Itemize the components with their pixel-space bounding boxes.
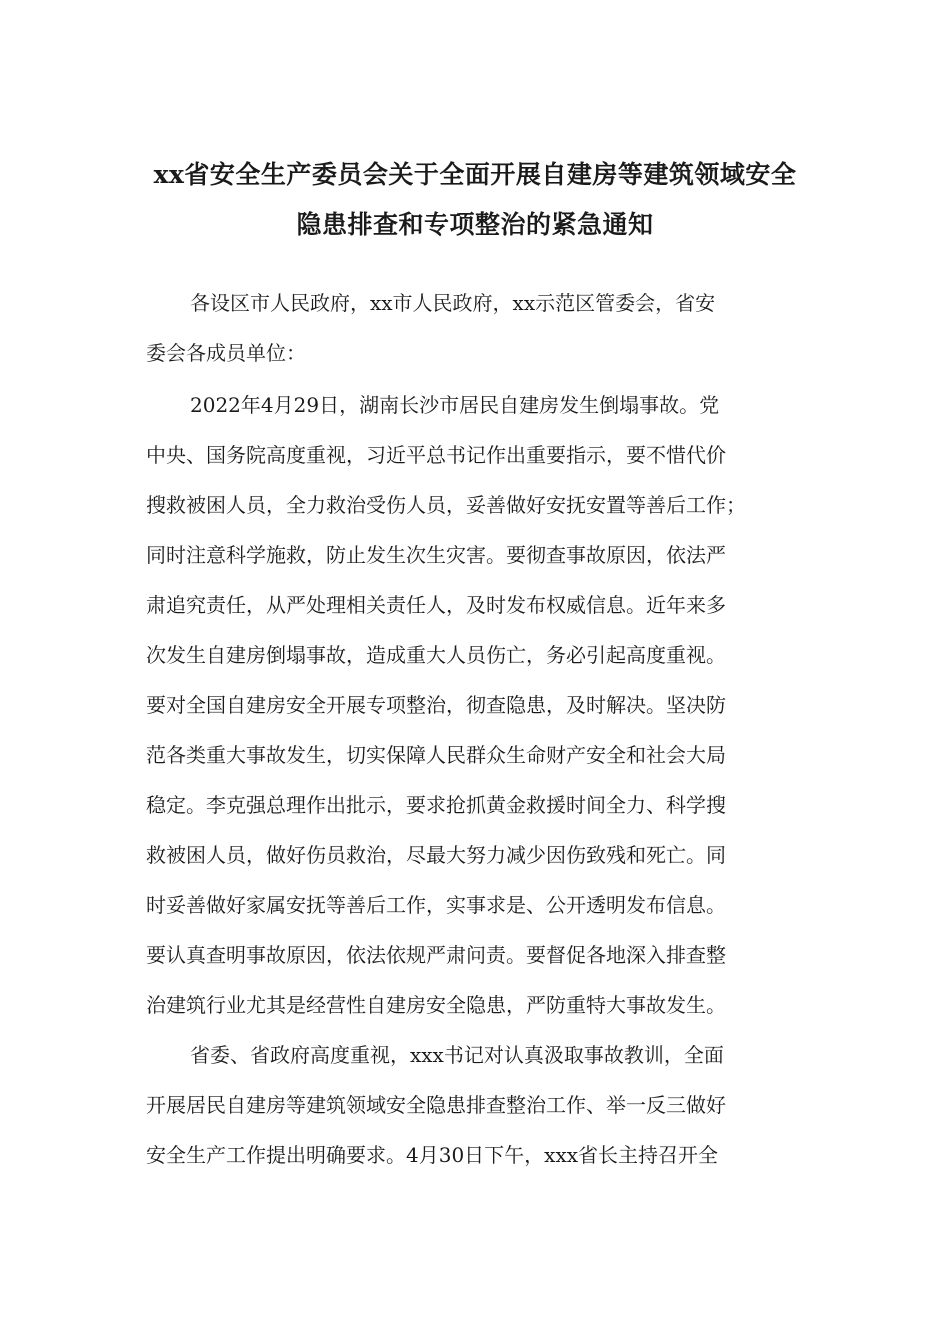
body-line: 稳定。李克强总理作出批示，要求抢抓黄金救援时间全力、科学搜 <box>146 793 726 817</box>
body-line: 省委、省政府高度重视，xxx书记对认真汲取事故教训，全面 <box>190 1043 724 1067</box>
body-line: 要对全国自建房安全开展专项整治，彻查隐患，及时解决。坚决防 <box>146 693 726 717</box>
document-title-line-2: 隐患排查和专项整治的紧急通知 <box>296 210 654 239</box>
body-line: 要认真查明事故原因，依法依规严肃问责。要督促各地深入排查整 <box>146 943 726 967</box>
body-line: 治建筑行业尤其是经营性自建房安全隐患，严防重特大事故发生。 <box>146 993 726 1017</box>
body-line: 救被困人员，做好伤员救治，尽最大努力减少因伤致残和死亡。同 <box>146 843 726 867</box>
body-line: 中央、国务院高度重视，习近平总书记作出重要指示，要不惜代价 <box>146 443 726 467</box>
document-title-line-1: xx省安全生产委员会关于全面开展自建房等建筑领域安全 <box>153 160 797 189</box>
body-line: 开展居民自建房等建筑领域安全隐患排查整治工作、举一反三做好 <box>146 1093 726 1117</box>
body-line: 范各类重大事故发生，切实保障人民群众生命财产安全和社会大局 <box>146 743 726 767</box>
body-line: 安全生产工作提出明确要求。4月30日下午，xxx省长主持召开全 <box>146 1143 719 1167</box>
body-line: 次发生自建房倒塌事故，造成重大人员伤亡，务必引起高度重视。 <box>146 643 726 667</box>
body-line: 搜救被困人员，全力救治受伤人员，妥善做好安抚安置等善后工作； <box>146 493 746 517</box>
salutation-line-1: 各设区市人民政府，xx市人民政府，xx示范区管委会，省安 <box>190 291 716 315</box>
salutation-line-2: 委会各成员单位： <box>146 341 306 365</box>
body-line: 肃追究责任，从严处理相关责任人，及时发布权威信息。近年来多 <box>146 593 726 617</box>
body-line: 时妥善做好家属安抚等善后工作，实事求是、公开透明发布信息。 <box>146 893 726 917</box>
body-line: 2022年4月29日，湖南长沙市居民自建房发生倒塌事故。党 <box>190 393 720 417</box>
body-line: 同时注意科学施救，防止发生次生灾害。要彻查事故原因，依法严 <box>146 543 726 567</box>
